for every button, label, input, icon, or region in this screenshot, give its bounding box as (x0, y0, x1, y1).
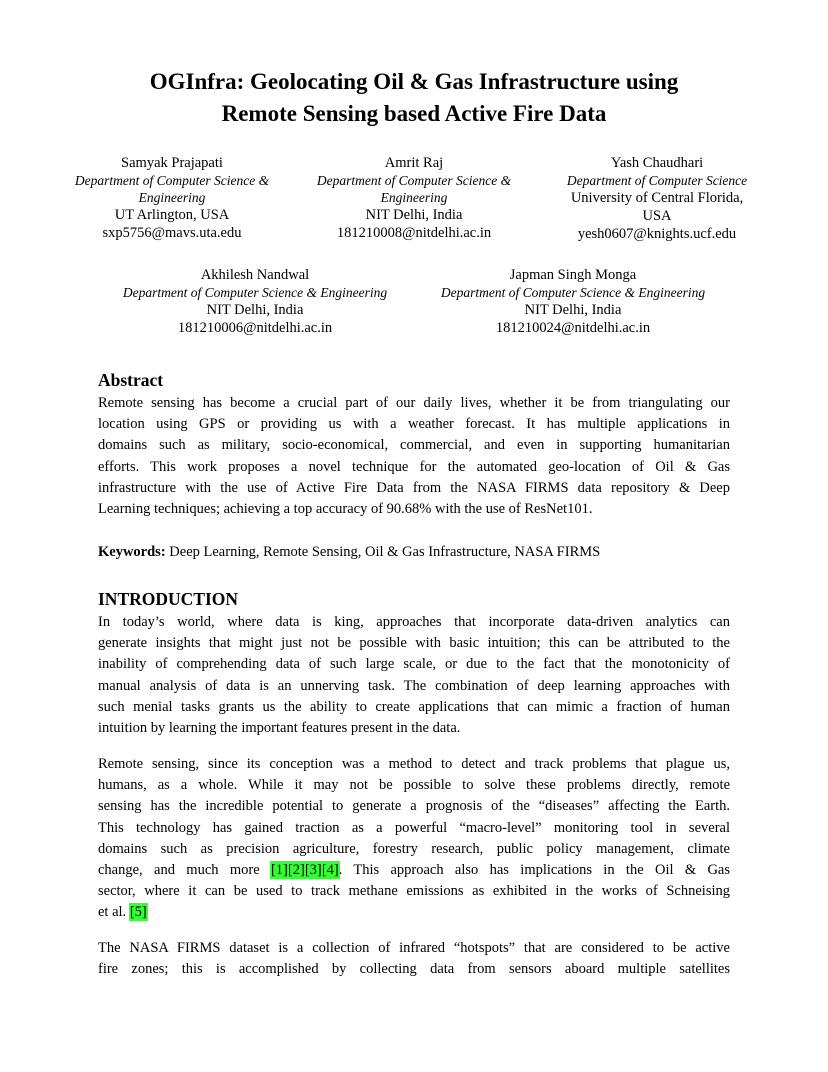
author-affiliation: Engineering (380, 190, 448, 205)
intro-line: such menial tasks grants us the ability to create applications that can mimic a fraction of human (98, 698, 730, 715)
author-location: NIT Delhi, India (206, 302, 304, 318)
intro-line: inability of comprehending data of such large scale, or due to the fact that the monotonicity of (98, 656, 730, 673)
citation-link-5[interactable]: [5] (129, 904, 147, 921)
citation-link-3[interactable]: [3] (304, 861, 322, 878)
intro-line: Remote sensing, since its conception was a method to detect and track problems that plague us, (98, 756, 730, 772)
intro-line: generate insights that might just not be possible with basic intuition; this can be attributed to the (98, 635, 730, 652)
abstract-paragraph (98, 393, 730, 520)
intro-line: This technology has gained traction as a powerful “macro-level” monitoring tool in several (98, 819, 730, 836)
intro-paragraph-2 (98, 754, 730, 924)
author-block-3 (542, 154, 772, 243)
intro-line: manual analysis of data is an unnerving task. The combination of deep learning approaches with (98, 677, 730, 694)
author-name: Japman Singh Monga (509, 267, 637, 283)
author-block-5 (418, 266, 728, 337)
intro-line: fire zones; this is accomplished by collecting data from sensors aboard multiple satellites (98, 961, 730, 978)
intro-line-with-citations (98, 860, 730, 881)
author-location: UT Arlington, USA (114, 207, 230, 223)
author-location: NIT Delhi, India (524, 302, 622, 318)
intro-text: . This approach also has implications in the Oil & Gas (338, 861, 730, 878)
author-affiliation: Engineering (138, 190, 206, 205)
intro-line: intuition by learning the important features present in the data. (98, 719, 461, 736)
intro-paragraph-3 (98, 938, 730, 980)
author-email[interactable]: 181210024@nitdelhi.ac.in (495, 320, 651, 336)
keywords-text: Deep Learning, Remote Sensing, Oil & Gas Infrastructure, NASA FIRMS (165, 544, 601, 560)
author-location: USA (642, 208, 672, 224)
author-name: Akhilesh Nandwal (200, 267, 310, 283)
abstract-line: efforts. This work proposes a novel technique for the automated geo-location of Oil & Gas (98, 458, 730, 475)
intro-text: change, and much more (98, 861, 271, 878)
abstract-line: domains such as military, socio-economical, commercial, and even in supporting humanitarian (98, 437, 730, 454)
author-email[interactable]: yesh0607@knights.ucf.edu (577, 226, 737, 242)
intro-paragraph-1 (98, 612, 730, 739)
author-block-2 (294, 154, 534, 242)
intro-text: et al. (98, 904, 130, 921)
citation-link-1[interactable]: [1] (270, 861, 288, 878)
author-name: Amrit Raj (384, 155, 444, 171)
author-affiliation: Department of Computer Science & (316, 173, 512, 188)
intro-line: sensing has the incredible potential to generate a prognosis of the “diseases” affecting the Earth. (98, 798, 730, 815)
abstract-line: Learning techniques; achieving a top accuracy of 90.68% with the use of ResNet101. (98, 500, 593, 517)
author-email[interactable]: 181210008@nitdelhi.ac.in (336, 225, 492, 241)
intro-line: sector, where it can be used to track methane emissions as exhibited in the works of Schneising (98, 883, 730, 900)
author-name: Yash Chaudhari (610, 155, 704, 171)
author-email[interactable]: 181210006@nitdelhi.ac.in (177, 320, 333, 336)
author-affiliation: Department of Computer Science (566, 173, 748, 188)
abstract-line: infrastructure with the use of Active Fire Data from the NASA FIRMS data repository & Deep (98, 479, 730, 496)
intro-line: domains such as precision agriculture, forestry research, public policy management, climate (98, 840, 730, 857)
intro-line-with-citation (98, 902, 730, 923)
abstract-heading: Abstract (98, 370, 164, 390)
author-location: University of Central Florida, (570, 190, 744, 206)
intro-line: The NASA FIRMS dataset is a collection of infrared “hotspots” that are considered to be active (98, 940, 730, 956)
keywords-line (98, 542, 730, 563)
paper-title (60, 66, 768, 130)
abstract-line: location using GPS or providing us with a weather forecast. It has multiple applications in (98, 416, 730, 433)
title-line-1: OGInfra: Geolocating Oil & Gas Infrastructure using (149, 69, 679, 94)
author-name: Samyak Prajapati (121, 155, 223, 171)
introduction-heading: INTRODUCTION (98, 589, 239, 609)
citation-link-4[interactable]: [4] (321, 861, 339, 878)
author-location: NIT Delhi, India (365, 207, 463, 223)
intro-line: humans, as a whole. While it may not be possible to solve these problems directly, remote (98, 777, 730, 794)
author-affiliation: Department of Computer Science & Engineering (122, 285, 388, 300)
intro-line: In today’s world, where data is king, approaches that incorporate data-driven analytics can (98, 614, 730, 630)
title-line-2: Remote Sensing based Active Fire Data (221, 101, 607, 126)
keywords-paragraph (98, 542, 730, 563)
author-affiliation: Department of Computer Science & (74, 173, 270, 188)
abstract-line: Remote sensing has become a crucial part of our daily lives, whether it be from triangulating our (98, 395, 730, 411)
author-affiliation: Department of Computer Science & Engineering (440, 285, 706, 300)
citation-link-2[interactable]: [2] (287, 861, 305, 878)
author-block-1 (52, 154, 292, 242)
keywords-label: Keywords: (98, 544, 166, 560)
author-email[interactable]: sxp5756@mavs.uta.edu (102, 225, 242, 241)
author-block-4 (100, 266, 410, 337)
